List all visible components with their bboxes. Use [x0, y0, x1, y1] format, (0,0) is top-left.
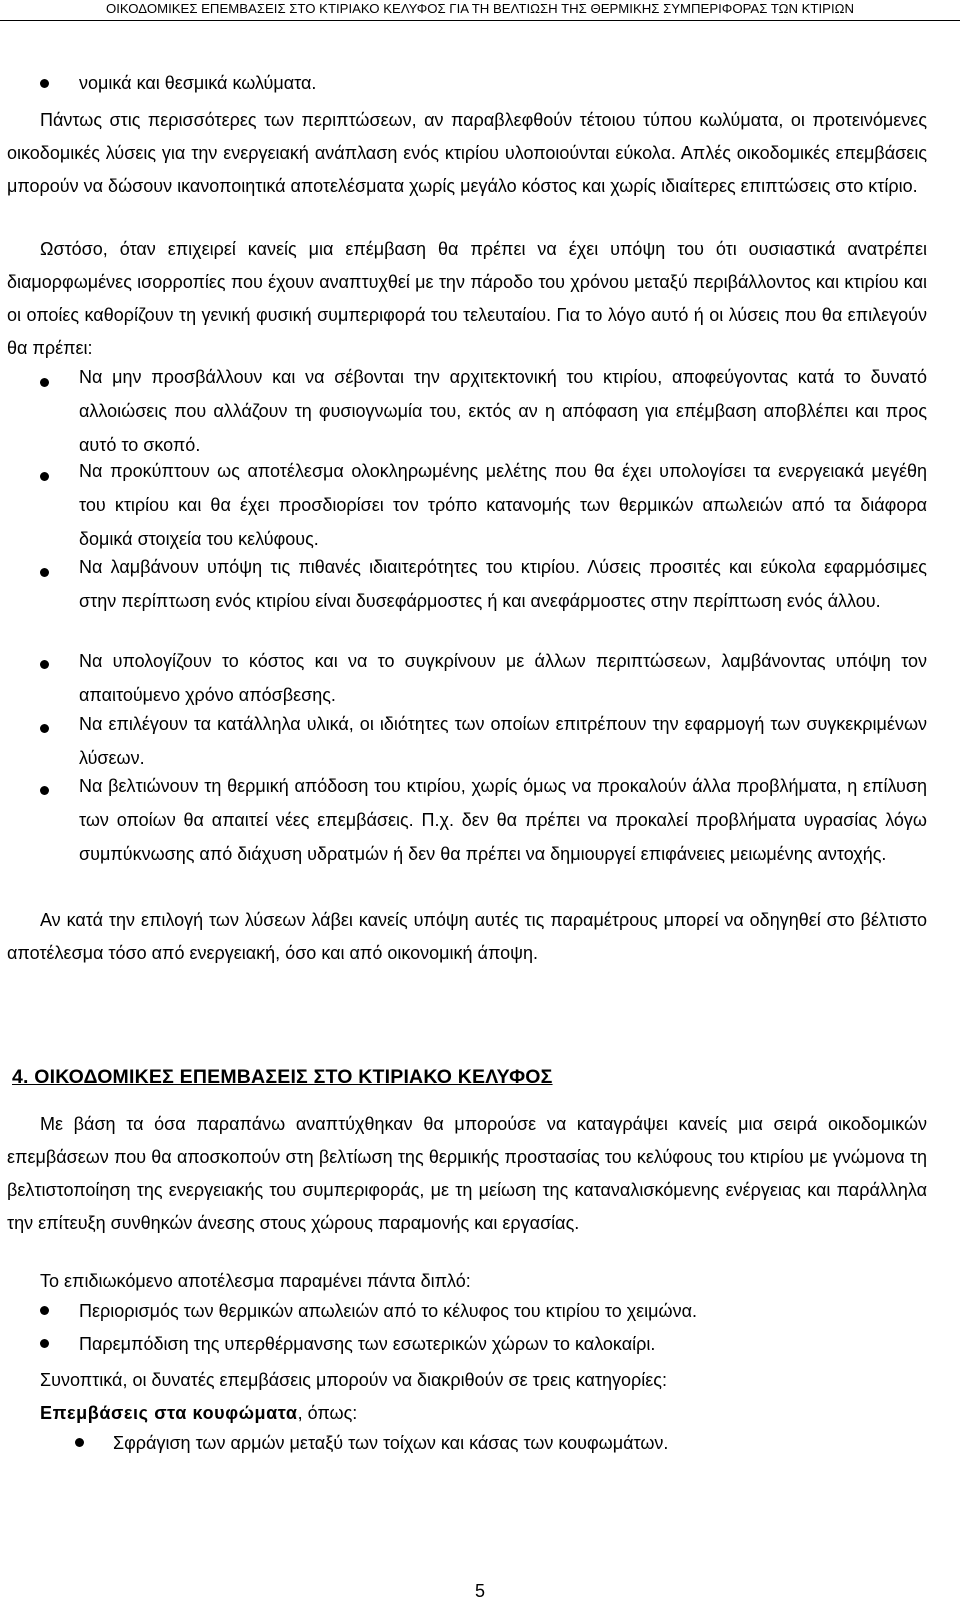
bullet-icon: [40, 79, 49, 88]
goal-intro: Το επιδιωκόμενο αποτέλεσμα παραμένει πάντα διπλό:: [40, 1271, 471, 1291]
criteria-item: Να μην προσβάλλουν και να σέβονται την αρχιτεκτονική του κτιρίου, αποφεύγοντας κατά το δυνατό αλλοιώσεις που αλλάζουν τη φυσιογνωμία του, εκτός αν η απόφαση για επέμβαση αποβλέπει και προς αυτό το σκοπό.: [79, 367, 927, 455]
category-label: Επεμβάσεις στα κουφώματα: [40, 1403, 298, 1423]
bullet-icon: [40, 378, 49, 387]
sub-bullet-item: Σφράγιση των αρμών μεταξύ των τοίχων και κάσας των κουφωμάτων.: [113, 1433, 669, 1453]
running-header-title: ΟΙΚΟΔΟΜΙΚΕΣ ΕΠΕΜΒΑΣΕΙΣ ΣΤΟ ΚΤΙΡΙΑΚΟ ΚΕΛΥΦΟΣ ΓΙΑ ΤΗ ΒΕΛΤΙΩΣΗ ΤΗΣ ΘΕΡΜΙΚΗΣ ΣΥΜΠΕΡΙΦΟΡΑΣ ΤΩΝ ΚΤΙΡΙΩΝ: [106, 1, 854, 16]
paragraph-4: Με βάση τα όσα παραπάνω αναπτύχθηκαν θα μπορούσε να καταγράψει κανείς μια σειρά οικοδομικών επεμβάσεων που θα αποσκοπούν στη βελτίωση της θερμικής προστασίας του κελύφους του κτιρίου με γνώμονα τη βελτιστοποίηση της ενεργειακής του συμπεριφοράς, με τη μείωση της καταναλισκόμενης ενέργειας και παράλληλα την επίτευξη συνθηκών άνεσης στους χώρους παραμονής και εργασίας.: [7, 1114, 927, 1233]
criteria-item: Να επιλέγουν τα κατάλληλα υλικά, οι ιδιότητες των οποίων επιτρέπουν την εφαρμογή των συγκεκριμένων λύσεων.: [79, 714, 927, 768]
goal-item: Περιορισμός των θερμικών απωλειών από το κέλυφος του κτιρίου το χειμώνα.: [79, 1301, 698, 1321]
bullet-icon: [40, 1306, 49, 1315]
goal-item: Παρεμπόδιση της υπερθέρμανσης των εσωτερικών χώρων το καλοκαίρι.: [79, 1334, 656, 1354]
category-suffix: , όπως:: [297, 1403, 358, 1423]
paragraph-3: Αν κατά την επιλογή των λύσεων λάβει κανείς υπόψη αυτές τις παραμέτρους μπορεί να οδηγηθεί στο βέλτιστο αποτέλεσμα τόσο από ενεργειακή, όσο και από οικονομική άποψη.: [7, 910, 927, 963]
criteria-item: Να προκύπτουν ως αποτέλεσμα ολοκληρωμένης μελέτης που θα έχει υπολογίσει τα ενεργειακά μεγέθη του κτιρίου και θα έχει προσδιορίσει τον τρόπο κατανομής των θερμικών απωλειών από τα διάφορα δομικά στοιχεία του κελύφους.: [79, 461, 927, 549]
summary-text: Συνοπτικά, οι δυνατές επεμβάσεις μπορούν να διακριθούν σε τρεις κατηγορίες:: [40, 1370, 667, 1390]
section-heading: 4. ΟΙΚΟΔΟΜΙΚΕΣ ΕΠΕΜΒΑΣΕΙΣ ΣΤΟ ΚΤΙΡΙΑΚΟ ΚΕΛΥΦΟΣ: [12, 1066, 553, 1088]
paragraph-1: Πάντως στις περισσότερες των περιπτώσεων, αν παραβλεφθούν τέτοιου τύπου κωλύματα, οι προτεινόμενες οικοδομικές λύσεις για την ενεργειακή ανάπλαση ενός κτιρίου υλοποιούνται εύκολα. Απλές οικοδομικές επεμβάσεις μπορούν να δώσουν ικανοποιητικά αποτελέσματα χωρίς μεγάλο κόστος και χωρίς ιδιαίτερες επιπτώσεις στο κτίριο.: [7, 110, 927, 196]
criteria-item: Να λαμβάνουν υπόψη τις πιθανές ιδιαιτερότητες του κτιρίου. Λύσεις προσιτές και εύκολα εφαρμόσιμες στην περίπτωση ενός κτιρίου είναι δυσεφάρμοστες ή και ανεφάρμοστες στην περίπτωση ενός άλλου.: [79, 557, 927, 611]
criteria-item: Να υπολογίζουν το κόστος και να το συγκρίνουν με άλλων περιπτώσεων, λαμβάνοντας υπόψη τον απαιτούμενο χρόνο απόσβεσης.: [79, 651, 927, 705]
bullet-icon: [75, 1438, 84, 1447]
bullet-icon: [40, 786, 49, 795]
criteria-item: Να βελτιώνουν τη θερμική απόδοση του κτιρίου, χωρίς όμως να προκαλούν άλλα προβλήματα, η επίλυση των οποίων θα απαιτεί νέες επεμβάσεις. Π.χ. δεν θα πρέπει να προκαλεί προβλήματα υγρασίας λόγω συμπύκνωσης από διάχυση υδρατμών ή δεν θα πρέπει να δημιουργεί επιφάνειες μειωμένης αντοχής.: [79, 776, 927, 864]
bullet-icon: [40, 1339, 49, 1348]
page-number: 5: [474, 1581, 485, 1601]
bullet-icon: [40, 660, 49, 669]
running-header: [0, 0, 960, 21]
category-line: [40, 1398, 357, 1428]
bullet-icon: [40, 472, 49, 481]
paragraph-2: Ωστόσο, όταν επιχειρεί κανείς μια επέμβαση θα πρέπει να έχει υπόψη του ότι ουσιαστικά ανατρέπει διαμορφωμένες ισορροπίες που έχουν αναπτυχθεί με την πάροδο του χρόνου μεταξύ περιβάλλοντος και κτιρίου και οι οποίες καθορίζουν τη γενική φυσική συμπεριφορά του τελευταίου. Για το λόγο αυτό ή οι λύσεις που θα επιλεγούν θα πρέπει:: [7, 239, 927, 358]
bullet-icon: [40, 724, 49, 733]
bullet-icon: [40, 568, 49, 577]
top-bullet-text: νομικά και θεσμικά κωλύματα.: [79, 73, 317, 93]
